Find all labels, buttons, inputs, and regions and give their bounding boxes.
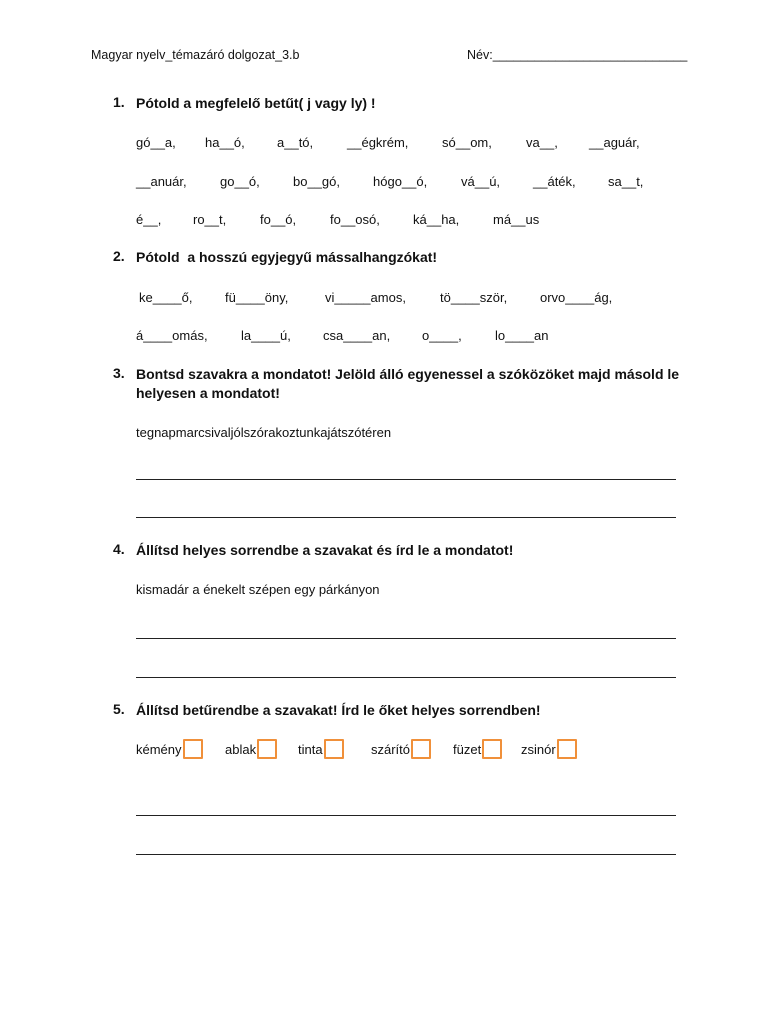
order-checkbox[interactable] <box>183 739 203 759</box>
order-checkbox[interactable] <box>411 739 431 759</box>
q4-number: 4. <box>113 541 125 557</box>
order-checkbox[interactable] <box>482 739 502 759</box>
q1-word: é__, <box>136 212 162 227</box>
q5-word: szárító <box>371 741 411 757</box>
order-checkbox[interactable] <box>324 739 344 759</box>
q1-word: ro__t, <box>193 212 227 227</box>
q1-word: ha__ó, <box>205 135 245 150</box>
q1-word: hógo__ó, <box>373 174 428 189</box>
q1-word: fo__osó, <box>330 212 380 227</box>
q5-title: Állítsd betűrendbe a szavakat! Írd le őket helyes sorrendben! <box>136 702 541 718</box>
q5-word-item <box>136 739 203 759</box>
q1-word: va__, <box>526 135 558 150</box>
q1-word: __anuár, <box>136 174 187 189</box>
q5-word-item <box>371 739 431 759</box>
q2-word: fü____öny, <box>225 290 289 305</box>
q5-word-item <box>225 739 277 759</box>
q5-word-item <box>453 739 502 759</box>
q4-sentence: kismadár a énekelt szépen egy párkányon <box>136 582 380 597</box>
q5-word: ablak <box>225 741 257 757</box>
q1-title: Pótold a megfelelő betűt( j vagy ly) ! <box>136 95 376 111</box>
order-checkbox[interactable] <box>557 739 577 759</box>
q3-title-line1: Bontsd szavakra a mondatot! Jelöld álló egyenessel a szóközöket majd másold le <box>136 366 680 382</box>
q1-word: sa__t, <box>608 174 644 189</box>
q1-number: 1. <box>113 94 125 110</box>
answer-line <box>136 638 676 639</box>
q2-number: 2. <box>113 248 125 264</box>
q1-word: bo__gó, <box>293 174 340 189</box>
q5-word: tinta <box>298 741 323 757</box>
q5-word-item <box>521 739 577 759</box>
q5-word: kémény <box>136 741 182 757</box>
q2-word: lo____an <box>495 328 549 343</box>
q5-word-item <box>298 739 344 759</box>
q2-title: Pótold a hosszú egyjegyű mássalhangzókat! <box>136 249 438 265</box>
q3-sentence: tegnapmarcsivaljólszórakoztunkajátszótéren <box>136 425 392 440</box>
q1-word: ká__ha, <box>413 212 460 227</box>
q1-word: __égkrém, <box>347 135 409 150</box>
name-field-label: Név:____________________________ <box>467 48 688 62</box>
q1-word: __aguár, <box>589 135 640 150</box>
q1-word: a__tó, <box>277 135 314 150</box>
q2-word: vi_____amos, <box>325 290 406 305</box>
q3-title-line2: helyesen a mondatot! <box>136 385 280 401</box>
q1-word: __áték, <box>533 174 576 189</box>
q1-word: go__ó, <box>220 174 260 189</box>
q2-word: tö____ször, <box>440 290 508 305</box>
q1-word: só__om, <box>442 135 492 150</box>
q1-word: fo__ó, <box>260 212 297 227</box>
q5-number: 5. <box>113 701 125 717</box>
answer-line <box>136 517 676 518</box>
q3-number: 3. <box>113 365 125 381</box>
q4-title: Állítsd helyes sorrendbe a szavakat és írd le a mondatot! <box>136 542 514 558</box>
q2-word: orvo____ág, <box>540 290 613 305</box>
document-title: Magyar nyelv_témazáró dolgozat_3.b <box>91 48 300 62</box>
answer-line <box>136 677 676 678</box>
q1-word: má__us <box>493 212 540 227</box>
answer-line <box>136 815 676 816</box>
q5-word: zsinór <box>521 741 556 757</box>
q2-word: o____, <box>422 328 462 343</box>
answer-line <box>136 479 676 480</box>
q2-word: la____ú, <box>241 328 291 343</box>
answer-line <box>136 854 676 855</box>
q2-word: csa____an, <box>323 328 391 343</box>
q1-word: vá__ú, <box>461 174 501 189</box>
order-checkbox[interactable] <box>257 739 277 759</box>
q1-word: gó__a, <box>136 135 176 150</box>
q2-word: ke____ő, <box>139 290 193 305</box>
q5-word: füzet <box>453 741 482 757</box>
q2-word: á____omás, <box>136 328 208 343</box>
